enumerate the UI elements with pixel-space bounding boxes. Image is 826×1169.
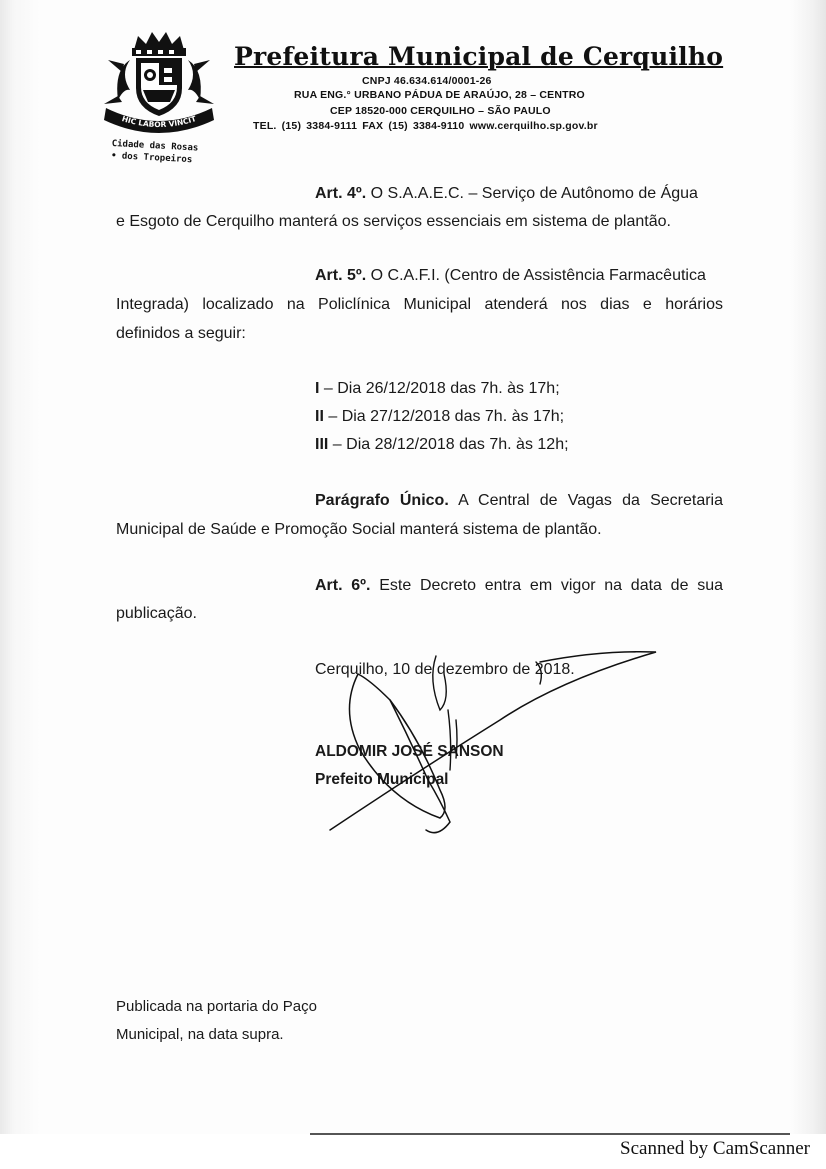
art4-text-1: O S.A.A.E.C. – Serviço de Autônomo de Água xyxy=(370,185,698,202)
letterhead-contact: TEL. (15) 3384-9111 FAX (15) 3384-9110 www.cerquilho.sp.gov.br xyxy=(253,120,598,132)
crest-ribbon-text: HIC LABOR VINCIT xyxy=(120,114,198,130)
scanner-divider xyxy=(310,1133,790,1135)
paragrafo-text-1: A Central de Vagas da Secretaria xyxy=(458,492,724,509)
art5-text-2: Integrada) localizado na Policlínica Municipal atenderá nos dias e horários xyxy=(116,296,723,313)
art6-text-1: Este Decreto entra em vigor na data de sua xyxy=(379,577,724,594)
motto-line-2: • dos Tropeiros xyxy=(110,150,193,166)
art6-label: Art. 6º. xyxy=(315,577,371,594)
signatory-role: Prefeito Municipal xyxy=(315,771,449,788)
art5-label: Art. 5º. xyxy=(315,267,367,284)
inciso-text: – Dia 28/12/2018 das 7h. às 12h; xyxy=(332,436,569,453)
motto-line-1: Cidade das Rosas xyxy=(111,138,199,154)
art5-text-3: definidos a seguir: xyxy=(116,325,246,342)
inciso-number: III xyxy=(315,436,329,453)
paragrafo-first-line xyxy=(315,491,723,511)
inciso-number: I xyxy=(315,380,320,397)
publication-note-line-1: Publicada na portaria do Paço xyxy=(116,998,317,1015)
art4-first-line xyxy=(315,184,698,204)
publication-note-line-2: Municipal, na data supra. xyxy=(116,1026,284,1043)
dateline: Cerquilho, 10 de dezembro de 2018. xyxy=(315,661,575,678)
art6-first-line xyxy=(315,576,723,596)
letterhead-title: Prefeitura Municipal de Cerquilho xyxy=(234,42,724,71)
signatory-name: ALDOMIR JOSÉ SANSON xyxy=(315,743,504,760)
scanner-watermark: Scanned by CamScanner xyxy=(620,1138,810,1159)
art4-label: Art. 4º. xyxy=(315,185,367,202)
letterhead-cep: CEP 18520-000 CERQUILHO – SÃO PAULO xyxy=(330,105,551,117)
city-motto xyxy=(111,138,199,167)
art6-text-2: publicação. xyxy=(116,605,197,622)
art5-first-line xyxy=(315,266,706,286)
paragrafo-label: Parágrafo Único. xyxy=(315,492,449,509)
paragrafo-text-2: Municipal de Saúde e Promoção Social manterá sistema de plantão. xyxy=(116,521,602,538)
coat-of-arms-logo xyxy=(100,30,218,138)
letterhead-cnpj: CNPJ 46.634.614/0001-26 xyxy=(362,75,492,87)
inciso-text: – Dia 26/12/2018 das 7h. às 17h; xyxy=(323,380,560,397)
art5-text-1: O C.A.F.I. (Centro de Assistência Farmacêutica xyxy=(370,267,706,284)
inciso-text: – Dia 27/12/2018 das 7h. às 17h; xyxy=(328,408,565,425)
letterhead-address: RUA ENG.° URBANO PÁDUA DE ARAÚJO, 28 – CENTRO xyxy=(294,89,585,101)
inciso-number: II xyxy=(315,408,324,425)
inciso-item xyxy=(315,380,560,398)
inciso-item xyxy=(315,436,569,454)
inciso-item xyxy=(315,408,564,426)
handwritten-signature xyxy=(300,640,680,850)
art4-text-2: e Esgoto de Cerquilho manterá os serviços essenciais em sistema de plantão. xyxy=(116,213,671,230)
